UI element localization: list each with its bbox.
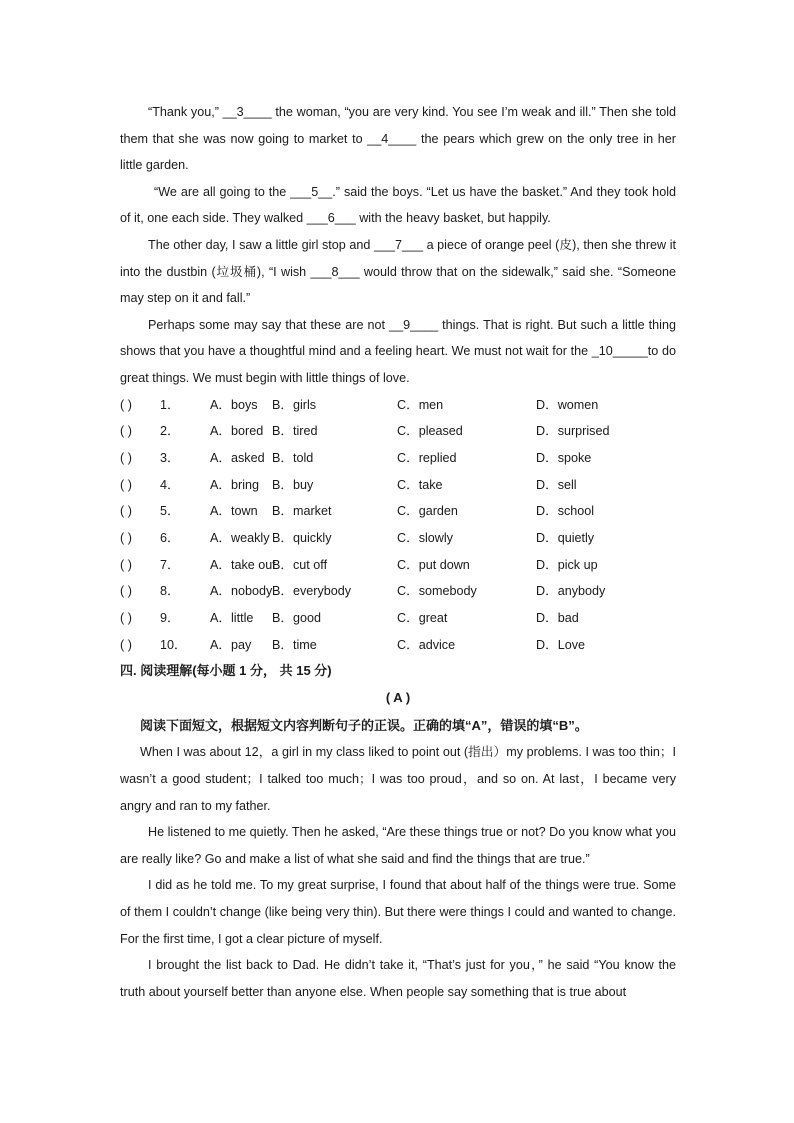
option-c: C．advice <box>397 637 456 652</box>
option-b: B．buy <box>272 477 314 492</box>
question-row-6 <box>120 525 676 552</box>
option-d: D．bad <box>536 611 579 626</box>
question-row-5 <box>120 498 676 525</box>
question-row-9 <box>120 605 676 632</box>
exam-page <box>120 99 676 1005</box>
option-c: C．men <box>397 397 444 412</box>
question-row-10 <box>120 632 676 659</box>
question-row-2 <box>120 418 676 445</box>
answer-blank[interactable]: ( ) <box>120 584 132 599</box>
reading-paragraph-1: When I was about 12，a girl in my class liked to point out (指出）my problems. I was too thin；I wasn’t a good student；I talked too much；I was too proud，and so on. At last，I became very angry and ran to my father. <box>120 745 676 813</box>
option-d: D．pick up <box>536 557 598 572</box>
option-b: B．told <box>272 450 314 465</box>
option-c: C．replied <box>397 450 457 465</box>
question-number: 10． <box>160 637 187 652</box>
question-number: 4． <box>160 477 180 492</box>
question-row-3 <box>120 445 676 472</box>
option-b: B．good <box>272 611 322 626</box>
option-b: B．market <box>272 504 332 519</box>
answer-blank[interactable]: ( ) <box>120 477 132 492</box>
option-a: A．little <box>210 611 254 626</box>
answer-blank[interactable]: ( ) <box>120 450 132 465</box>
question-row-7 <box>120 552 676 579</box>
answer-blank[interactable]: ( ) <box>120 530 132 545</box>
question-number: 8． <box>160 584 180 599</box>
passage-paragraph-1: “Thank you,” __3____ the woman, “you are very kind. You see I’m weak and ill.” Then she told them that she was now going to market to __4____ the pears which grew on the only tree in her little garden. <box>120 105 676 173</box>
question-row-1 <box>120 392 676 419</box>
option-d: D．spoke <box>536 450 592 465</box>
passage-paragraph-2: “We are all going to the ___5__.” said the boys. “Let us have the basket.” And they took hold of it, one each side. They walked ___6___ with the heavy basket, but happily. <box>120 184 676 226</box>
question-number: 5． <box>160 504 180 519</box>
option-c: C．somebody <box>397 584 477 599</box>
question-number: 3． <box>160 450 180 465</box>
passage-label: ( A ) <box>385 690 411 706</box>
reading-paragraph-4: I brought the list back to Dad. He didn’t take it, “That’s just for you，” he said “You know the truth about yourself better than anyone else. When people say something that is true about <box>120 958 676 999</box>
option-c: C．great <box>397 611 448 626</box>
option-d: D．women <box>536 397 599 412</box>
question-row-4 <box>120 472 676 499</box>
option-b: B．cut off <box>272 557 328 572</box>
option-d: D．school <box>536 504 595 519</box>
option-a: A．take out <box>210 557 276 572</box>
answer-blank[interactable]: ( ) <box>120 504 132 519</box>
option-d: D．sell <box>536 477 577 492</box>
answer-blank[interactable]: ( ) <box>120 424 132 439</box>
reading-paragraph-3: I did as he told me. To my great surprise, I found that about half of the things were true. Some of them I couldn’t change (like being very thin). But there were things I could and wanted to change. For the first time, I got a clear picture of myself. <box>120 878 676 946</box>
option-c: C．pleased <box>397 424 463 439</box>
option-a: A．asked <box>210 450 265 465</box>
option-a: A．bored <box>210 424 264 439</box>
options-list <box>120 392 676 659</box>
answer-blank[interactable]: ( ) <box>120 611 132 626</box>
option-b: B．tired <box>272 424 318 439</box>
question-number: 6． <box>160 530 180 545</box>
question-number: 9． <box>160 611 180 626</box>
reading-instruction: 阅读下面短文，根据短文内容判断句子的正误。正确的填“A”，错误的填“B”。 <box>140 718 588 734</box>
question-row-8 <box>120 578 676 605</box>
question-number: 7． <box>160 557 180 572</box>
option-b: B．everybody <box>272 584 352 599</box>
option-d: D．surprised <box>536 424 610 439</box>
option-b: B．girls <box>272 397 317 412</box>
section-heading: 四. 阅读理解(每小题 1 分， 共 15 分) <box>120 663 332 679</box>
option-d: D．anybody <box>536 584 606 599</box>
option-d: D．quietly <box>536 530 595 545</box>
option-c: C．garden <box>397 504 458 519</box>
option-a: A．town <box>210 504 258 519</box>
reading-paragraph-2: He listened to me quietly. Then he asked, “Are these things true or not? Do you know what you are really like? Go and make a list of what she said and find the things that are true.” <box>120 825 676 866</box>
option-d: D．Love <box>536 637 585 652</box>
option-a: A．bring <box>210 477 259 492</box>
option-c: C．take <box>397 477 443 492</box>
answer-blank[interactable]: ( ) <box>120 637 132 652</box>
answer-blank[interactable]: ( ) <box>120 397 132 412</box>
question-number: 2． <box>160 424 180 439</box>
option-a: A．nobody <box>210 584 273 599</box>
option-a: A．weakly <box>210 530 270 545</box>
question-number: 1． <box>160 397 180 412</box>
option-b: B．quickly <box>272 530 332 545</box>
passage-paragraph-4: Perhaps some may say that these are not __9____ things. That is right. But such a little thing shows that you have a thoughtful mind and a feeling heart. We must not wait for the _10_____to do great things. We must begin with little things of love. <box>120 317 676 385</box>
option-c: C．put down <box>397 557 470 572</box>
answer-blank[interactable]: ( ) <box>120 557 132 572</box>
passage-paragraph-3: The other day, I saw a little girl stop and ___7___ a piece of orange peel (皮), then she threw it into the dustbin (垃圾桶), “I wish ___8___ would throw that on the sidewalk,” said she. “Someone may step on it and fall.” <box>120 237 676 306</box>
option-a: A．boys <box>210 397 258 412</box>
option-a: A．pay <box>210 637 252 652</box>
option-c: C．slowly <box>397 530 453 545</box>
option-b: B．time <box>272 637 317 652</box>
